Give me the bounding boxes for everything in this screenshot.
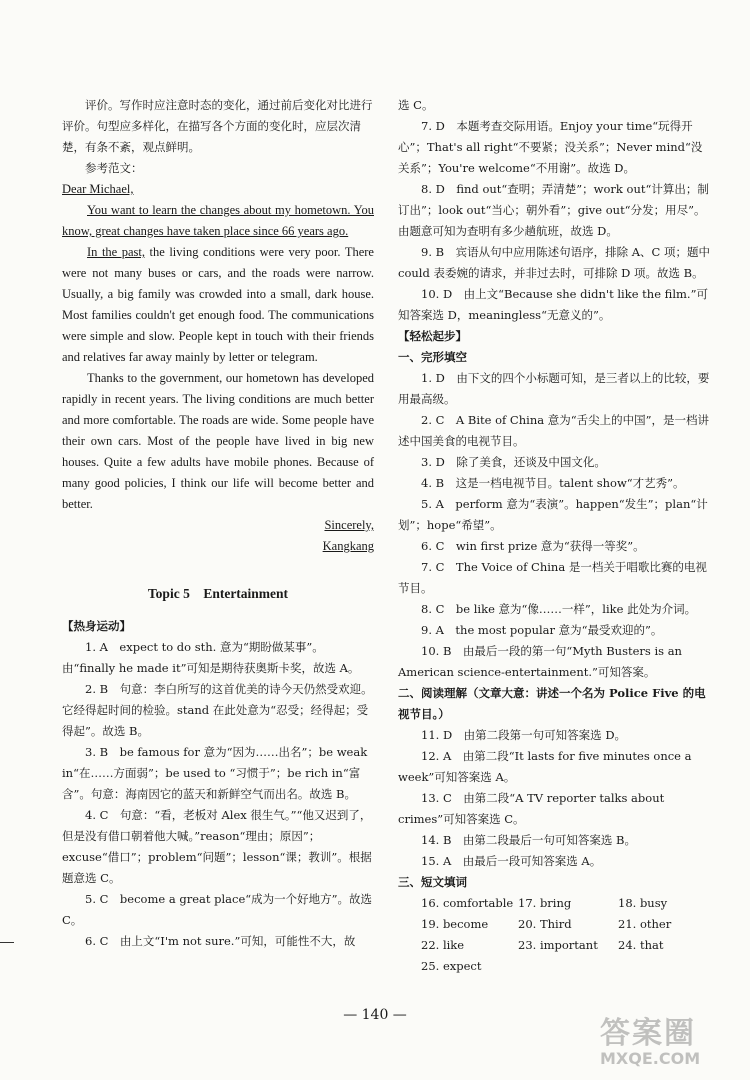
list-item: 9. A the most popular 意为“最受欢迎的”。 <box>421 623 663 637</box>
section-reading: 二、阅读理解（文章大意：讲述一个名为 Police Five 的电视节目。） <box>398 686 706 721</box>
list-item: 1. A expect to do sth. 意为“期盼做某事”。由“finally he made it”可知是期待获奥斯卡奖，故选 A。 <box>62 640 360 675</box>
list-item: 11. D 由第二段第一句可知答案选 D。 <box>421 728 627 742</box>
list-item: 3. B be famous for 意为“因为……出名”；be weak in“在……方面弱”；be used to “习惯于”；be rich in“富含”。句意：海南因它的蓝天和新鲜空气而出名。故选 B。 <box>62 745 368 801</box>
topic-heading: Topic 5 Entertainment <box>147 586 289 601</box>
edge-mark <box>0 942 14 943</box>
list-item: 14. B 由第二段最后一句可知答案选 B。 <box>421 833 636 847</box>
warmup-heading: 【热身运动】 <box>62 619 131 633</box>
list-item: 7. D 本题考查交际用语。Enjoy your time“玩得开心”；That's all right“不要紧；没关系”；Never mind“没关系”；You're welcome“不用谢”。故选 D。 <box>398 119 703 175</box>
list-item: 8. C be like 意为“像……一样”，like 此处为介词。 <box>421 602 697 616</box>
list-item: 2. C A Bite of China 意为“舌尖上的中国”，是一档讲述中国美食的电视节目。 <box>398 413 709 448</box>
list-item: 7. C The Voice of China 是一档关于唱歌比赛的电视节目。 <box>398 560 707 595</box>
watermark-logo-text: 答案圈 <box>600 1016 696 1051</box>
list-item: 6. C win first prize 意为“获得一等奖”。 <box>421 539 645 553</box>
vocab-item: 20. Third <box>518 917 572 931</box>
reference-label: 参考范文： <box>85 161 143 175</box>
continued-text: 选 C。 <box>398 98 434 112</box>
letter-closing <box>62 515 374 536</box>
essay-guidance: 评价。写作时应注意时态的变化，通过前后变化对比进行评价。句型应多样化，在描写各个方面的变化时，应层次清楚，有条不紊，观点鲜明。 <box>62 98 373 154</box>
letter-greeting: Dear Michael, <box>62 182 134 196</box>
list-item: 2. B 句意：李白所写的这首优美的诗今天仍然受欢迎。它经得起时间的检验。stand 在此处意为“忍受；经得起；受得起”。故选 B。 <box>62 682 373 738</box>
vocab-item: 16. comfortable <box>421 896 514 910</box>
warmup-list <box>62 637 374 952</box>
watermark-url: MXQE.COM <box>600 1049 701 1068</box>
list-item: 12. A 由第二段“It lasts for five minutes once a week”可知答案选 A。 <box>398 749 692 784</box>
list-item: 5. C become a great place“成为一个好地方”。故选 C。 <box>62 892 373 927</box>
vocab-item: 25. expect <box>421 959 482 973</box>
vocab-item: 17. bring <box>518 896 572 910</box>
section-cloze: 一、完形填空 <box>398 350 467 364</box>
list-item: 10. B 由最后一段的第一句“Myth Busters is an American science-entertainment.”可知答案。 <box>398 644 682 679</box>
vocab-item: 18. busy <box>618 896 668 910</box>
list-item: 15. A 由最后一段可知答案选 A。 <box>421 854 602 868</box>
signature-name: Kangkang <box>322 539 374 553</box>
vocab-item: 24. that <box>618 938 664 952</box>
sincerely: Sincerely, <box>324 518 374 532</box>
list-item: 6. C 由上文“I'm not sure.”可知，可能性不大，故 <box>85 934 356 948</box>
vocab-item: 19. become <box>421 917 489 931</box>
list-item: 4. C 句意：“看，老板对 Alex 很生气。”“他又迟到了，但是没有借口朝着他大喊。”reason“理由；原因”；excuse“借口”；problem“问题”；lesson“课；教训”。根据题意选 C。 <box>62 808 372 885</box>
vocab-item: 23. important <box>518 938 598 952</box>
list-item: 4. B 这是一档电视节目。talent show“才艺秀”。 <box>421 476 685 490</box>
list-item: 10. D 由上文“Because she didn't like the film.”可知答案选 D，meaningless“无意义的”。 <box>398 287 708 322</box>
list-item: 5. A perform 意为“表演”。happen“发生”；plan“计划”；hope“希望”。 <box>398 497 708 532</box>
list-item: 8. D find out“查明；弄清楚”；work out“计算出；制订出”；look out“当心；朝外看”；give out“分发；用尽”。由题意可知为查明有多少趟航班，故选 D。 <box>398 182 709 238</box>
left-column <box>62 95 374 952</box>
right-column <box>398 95 710 977</box>
word-fill-grid <box>398 893 710 977</box>
vocab-item: 21. other <box>618 917 672 931</box>
letter-past-paragraph <box>62 242 374 368</box>
list-item: 13. C 由第二段“A TV reporter talks about crimes”可知答案选 C。 <box>398 791 665 826</box>
easy-start-heading: 【轻松起步】 <box>398 329 467 343</box>
letter-intro: You want to learn the changes about my hometown. You know, great changes have taken place since 66 years ago. <box>62 203 374 238</box>
section-word-fill: 三、短文填词 <box>398 875 467 889</box>
past-rest: the living conditions were very poor. There were not many buses or cars, and the roads were narrow. Usually, a big family was crowded into a small, dark house. Most families couldn't get enough food. The communications were simple and slow. People kept in touch with their friends and relatives far away mainly by letter or telegram. <box>62 245 374 364</box>
list-item: 1. D 由下文的四个小标题可知，是三者以上的比较，要用最高级。 <box>398 371 710 406</box>
list-item: 3. D 除了美食，还谈及中国文化。 <box>421 455 606 469</box>
letter-signature <box>62 536 374 557</box>
list-item: 9. B 宾语从句中应用陈述句语序，排除 A、C 项；题中 could 表委婉的请求，并非过去时，可排除 D 项。故选 B。 <box>398 245 710 280</box>
site-watermark <box>600 1018 740 1074</box>
past-lead: In the past, <box>87 245 145 259</box>
page-number: — 140 — <box>343 1007 407 1023</box>
letter-now-paragraph: Thanks to the government, our hometown has developed rapidly in recent years. The living conditions are much better and more comfortable. The roads are wide. Some people have their own cars. Most of the people have lived in big new houses. Quite a few adults have mobile phones. Because of many good policies, I think our life will become better and better. <box>62 371 374 511</box>
vocab-item: 22. like <box>421 938 465 952</box>
